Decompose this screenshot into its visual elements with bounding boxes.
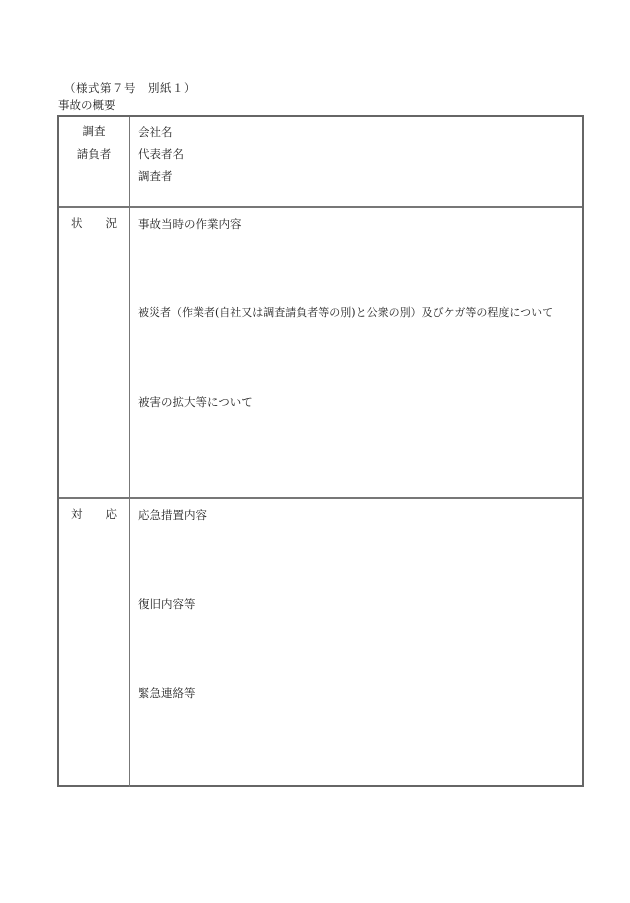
accident-summary-table [57,115,584,787]
situation-heading-char2: 況 [105,216,117,230]
situation-heading-char1: 状 [71,216,83,230]
column-divider [129,117,130,206]
contractor-heading [59,120,129,166]
situation-row [59,206,582,499]
document-title: 事故の概要 [58,98,116,112]
response-heading-char2: 応 [105,507,117,521]
contractor-heading-line2: 請負者 [76,147,112,161]
representative-name-label: 代表者名 [138,147,184,161]
victim-injury-label: 被災者（作業者(自社又は調査請負者等の別)と公衆の別）及びケガ等の程度について [138,306,554,319]
form-number-label: （様式第７号 別紙１） [64,81,196,95]
company-name-label: 会社名 [138,125,173,139]
situation-heading [59,212,129,235]
emergency-measures-label: 応急措置内容 [138,508,207,522]
damage-spread-label: 被害の拡大等について [138,395,253,409]
response-row [59,497,582,787]
contractor-heading-line1: 調査 [82,124,106,138]
contractor-row [59,117,582,206]
emergency-contact-label: 緊急連絡等 [138,686,196,700]
investigator-label: 調査者 [138,169,173,183]
work-content-label: 事故当時の作業内容 [138,217,242,231]
column-divider [129,208,130,499]
restoration-label: 復旧内容等 [138,597,196,611]
column-divider [129,499,130,787]
response-heading [59,503,129,526]
response-heading-char1: 対 [71,507,83,521]
